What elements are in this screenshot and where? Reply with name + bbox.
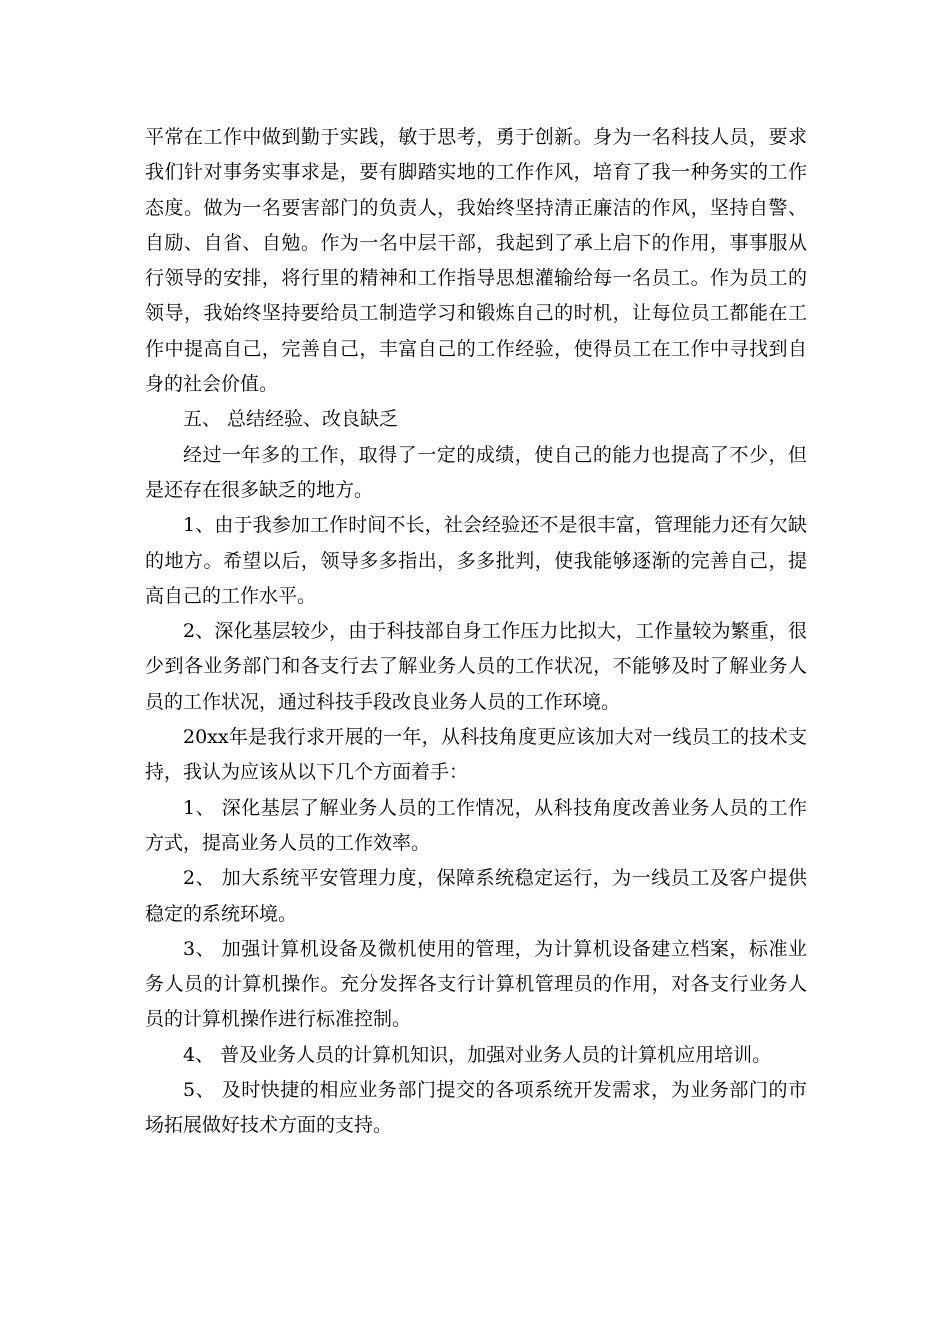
list-item-plan-2: 2、 加大系统平安管理力度，保障系统稳定运行，为一线员工及客户提供稳定的系统环境。 [145, 867, 807, 925]
list-item-plan-5: 5、 及时快捷的相应业务部门提交的各项系统开发需求，为业务部门的市场拓展做好技术方面的支持。 [145, 1079, 807, 1137]
paragraph-shortcoming-1: 1、由于我参加工作时间不长，社会经验还不是很丰富，管理能力还有欠缺的地方。希望以后，领导多多指出，多多批判，使我能够逐渐的完善自己，提高自己的工作水平。 [145, 514, 807, 607]
paragraph-shortcomings-intro: 经过一年多的工作，取得了一定的成绩，使自己的能力也提高了不少，但是还存在很多缺乏的地方。 [145, 443, 807, 501]
paragraph-plan-intro: 20xx年是我行求开展的一年，从科技角度更应该加大对一线员工的技术支持，我认为应该从以下几个方面着手： [145, 726, 807, 784]
paragraph-work-attitude: 平常在工作中做到勤于实践，敏于思考，勇于创新。身为一名科技人员，要求我们针对事务实事求是，要有脚踏实地的工作作风，培育了我一种务实的工作态度。做为一名要害部门的负责人，我始终坚持清正廉洁的作风，坚持自警、自励、自省、自勉。作为一名中层干部，我起到了承上启下的作用，事事服从行领导的安排，将行里的精神和工作指导思想灌输给每一名员工。作为员工的领导，我始终坚持要给员工制造学习和锻炼自己的时机，让每位员工都能在工作中提高自己，完善自己，丰富自己的工作经验，使得员工在工作中寻找到自身的社会价值。 [145, 126, 807, 396]
document-body [145, 120, 807, 1144]
paragraph-shortcoming-2: 2、深化基层较少，由于科技部自身工作压力比拟大，工作量较为繁重，很少到各业务部门和各支行去了解业务人员的工作状况，不能够及时了解业务人员的工作状况，通过科技手段改良业务人员的工作环境。 [145, 620, 807, 713]
section-heading-summary: 五、 总结经验、改良缺乏 [183, 408, 399, 431]
list-item-plan-3: 3、 加强计算机设备及微机使用的管理，为计算机设备建立档案，标准业务人员的计算机操作。充分发挥各支行计算机管理员的作用，对各支行业务人员的计算机操作进行标准控制。 [145, 937, 807, 1031]
list-item-plan-4: 4、 普及业务人员的计算机知识，加强对业务人员的计算机应用培训。 [183, 1043, 772, 1066]
list-item-plan-1: 1、 深化基层了解业务人员的工作情况，从科技角度改善业务人员的工作方式，提高业务人员的工作效率。 [145, 796, 807, 854]
